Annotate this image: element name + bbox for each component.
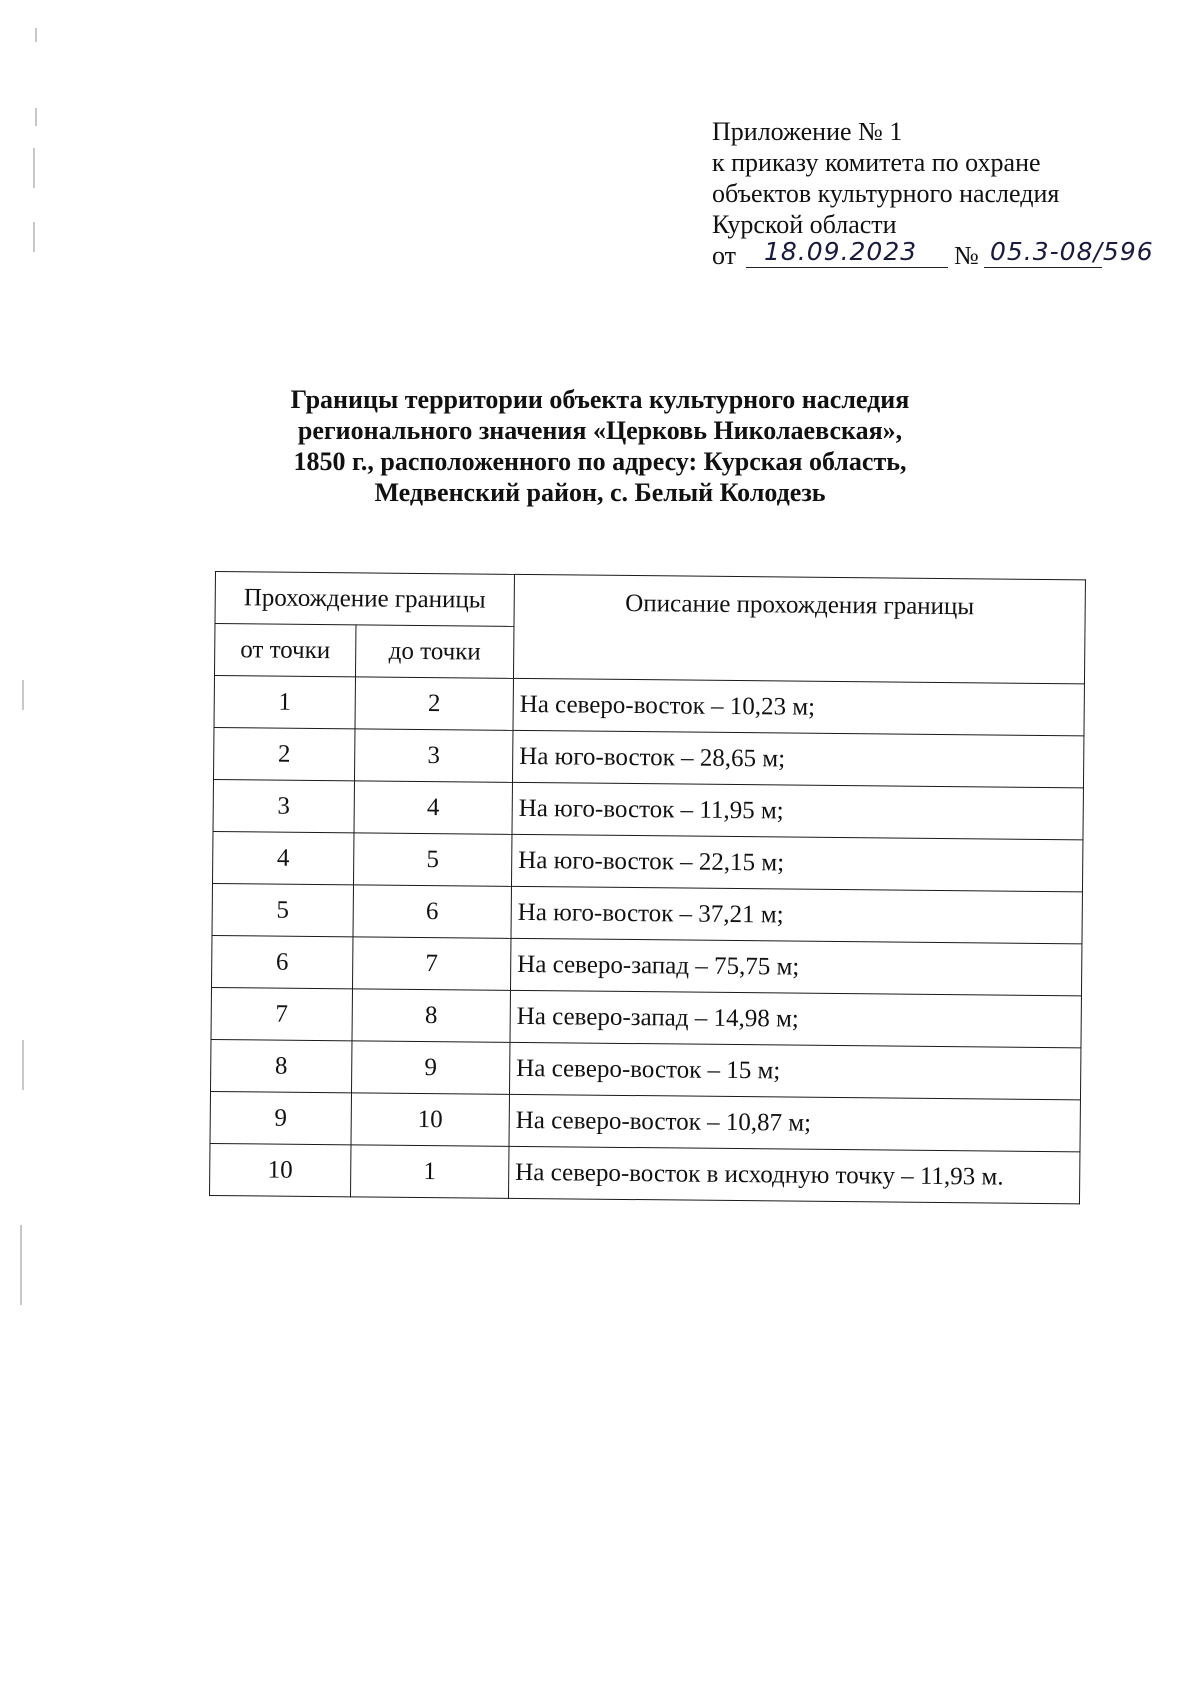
scan-artifact [33,148,35,188]
title-line-2: регионального значения «Церковь Николаевская», [297,416,903,445]
table-row [211,1039,1081,1099]
header-boundary-passage: Прохождение границы [215,572,514,627]
cell-from: 7 [211,987,352,1040]
cell-to: 1 [350,1145,508,1199]
cell-description: На северо-восток – 10,23 м; [513,678,1084,735]
appendix-order-ref: к приказу комитета по охране [712,148,1041,177]
cell-from: 6 [212,935,353,988]
handwritten-number: 05.3-08/596 [990,237,1154,266]
scan-artifact [22,680,24,710]
order-date-number [712,237,1172,274]
cell-description: На юго-восток – 11,95 м; [512,782,1083,839]
scan-artifact [33,222,35,252]
table-row [212,883,1082,943]
table-row [213,779,1083,839]
cell-description: На северо-восток – 10,87 м; [509,1094,1080,1151]
document-title [200,384,1000,508]
scan-artifact [22,1040,24,1090]
date-underline [746,267,948,268]
header-from-point: от точки [214,624,355,677]
table-row [212,935,1082,995]
table-row [211,987,1081,1047]
scan-artifact [20,1225,22,1305]
cell-from: 8 [211,1039,352,1092]
cell-description: На юго-восток – 37,21 м; [511,886,1082,943]
cell-from: 9 [210,1091,351,1144]
cell-from: 5 [212,883,353,936]
cell-to: 4 [354,781,512,835]
date-label: от [712,241,737,270]
header-description: Описание прохождения границы [513,574,1085,683]
cell-to: 3 [354,729,512,783]
appendix-region: Курской области [712,210,897,239]
cell-from: 3 [213,779,354,832]
scan-artifact [35,108,37,126]
table-row [214,676,1084,736]
cell-from: 2 [213,727,354,780]
cell-description: На юго-восток – 28,65 м; [512,730,1083,787]
title-line-1: Границы территории объекта культурного наследия [290,385,910,414]
title-line-4: Медвенский район, с. Белый Колодезь [374,478,826,507]
table-row [210,1091,1080,1151]
table-header-row [215,572,1085,632]
header-to-point: до точки [355,625,513,679]
cell-from: 4 [213,831,354,884]
cell-to: 10 [351,1093,509,1147]
boundary-table [209,571,1086,1204]
cell-to: 8 [352,989,510,1043]
number-label: № [954,241,979,270]
table-row [210,1143,1080,1203]
cell-to: 5 [353,833,511,887]
table-row [213,727,1083,787]
scan-artifact [35,28,37,42]
appendix-title: Приложение № 1 [712,117,903,146]
cell-description: На юго-восток – 22,15 м; [511,834,1082,891]
appendix-block [712,116,1172,274]
cell-from: 10 [210,1143,351,1196]
cell-to: 7 [352,937,510,991]
cell-description: На северо-запад – 75,75 м; [510,938,1081,995]
cell-description: На северо-запад – 14,98 м; [510,990,1081,1047]
handwritten-date: 18.09.2023 [764,237,918,266]
cell-description: На северо-восток – 15 м; [509,1042,1080,1099]
cell-from: 1 [214,676,355,729]
appendix-committee: объектов культурного наследия [712,179,1060,208]
cell-to: 2 [355,677,513,731]
number-underline [984,267,1102,268]
cell-description: На северо-восток в исходную точку – 11,93 м. [508,1146,1079,1203]
cell-to: 9 [351,1041,509,1095]
cell-to: 6 [353,885,511,939]
table-row [213,831,1083,891]
title-line-3: 1850 г., расположенного по адресу: Курская область, [293,447,907,476]
